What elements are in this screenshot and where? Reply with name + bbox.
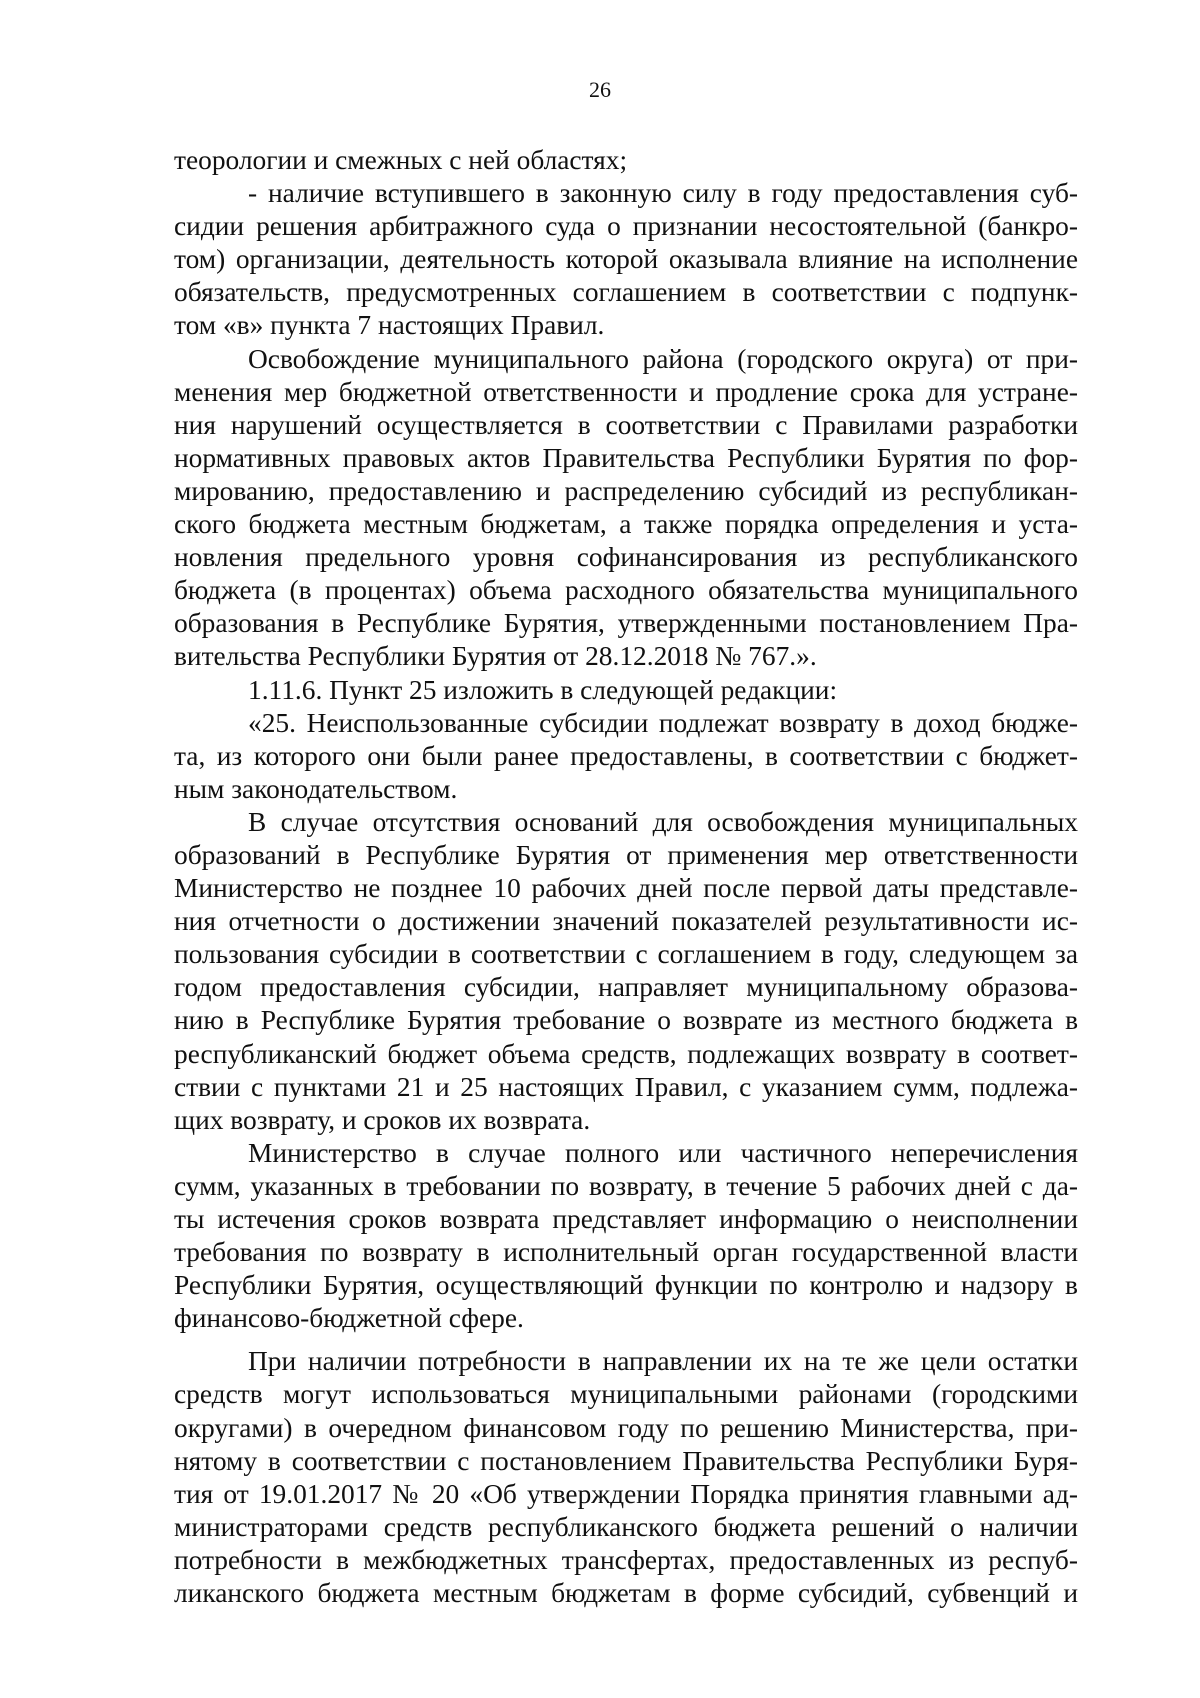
text-line: пользования субсидии в соответствии с соглашением в году, следующем за <box>174 939 1078 970</box>
text-line: Освобождение муниципального района (городского округа) от при- <box>248 343 1078 374</box>
paragraph <box>174 806 1078 1137</box>
text-line: том) организации, деятельность которой оказывала влияние на исполнение <box>174 244 1078 275</box>
text-line: нятому в соответствии с постановлением Правительства Республики Буря- <box>174 1445 1078 1476</box>
text-line: нормативных правовых актов Правительства Республики Бурятия по фор- <box>174 442 1078 473</box>
text-line: - наличие вступившего в законную силу в году предоставления суб- <box>248 178 1078 209</box>
text-line: В случае отсутствия оснований для освобождения муниципальных <box>248 806 1078 837</box>
page-number: 26 <box>589 77 611 102</box>
text-line: министраторами средств республиканского бюджета решений о наличии <box>174 1511 1078 1542</box>
document-body <box>174 144 1078 1610</box>
text-line: нию в Республике Бурятия требование о возврате из местного бюджета в <box>174 1005 1078 1036</box>
text-line: образования в Республике Бурятия, утвержденными постановлением Пра- <box>174 608 1078 639</box>
text-line: ным законодательством. <box>174 773 458 804</box>
text-line: тия от 19.01.2017 № 20 «Об утверждении Порядка принятия главными ад- <box>174 1478 1078 1509</box>
text-line: Министерство в случае полного или частичного неперечисления <box>248 1137 1078 1168</box>
text-line: теорологии и смежных с ней областях; <box>174 145 628 175</box>
paragraph <box>174 674 1078 707</box>
text-line: годом предоставления субсидии, направляет муниципальному образова- <box>174 972 1078 1003</box>
text-line: мированию, предоставлению и распределению субсидий из республикан- <box>174 475 1078 506</box>
text-line: образований в Республике Бурятия от применения мер ответственности <box>174 839 1078 870</box>
paragraph <box>174 707 1078 806</box>
text-line: том «в» пункта 7 настоящих Правил. <box>174 310 605 341</box>
text-line: республиканский бюджет объема средств, подлежащих возврату в соответ- <box>174 1038 1078 1069</box>
text-line: сидии решения арбитражного суда о признании несостоятельной (банкро- <box>174 211 1078 242</box>
text-line: сумм, указанных в требовании по возврату, в течение 5 рабочих дней с да- <box>174 1170 1078 1201</box>
paragraph <box>174 1345 1078 1610</box>
text-line: средств могут использоваться муниципальными районами (городскими <box>174 1379 1078 1410</box>
text-line: бюджета (в процентах) объема расходного обязательства муниципального <box>174 575 1078 606</box>
text-line: ты истечения сроков возврата представляет информацию о неисполнении <box>174 1204 1078 1234</box>
text-line: ликанского бюджета местным бюджетам в форме субсидий, субвенций и <box>174 1578 1078 1609</box>
text-line: 1.11.6. Пункт 25 изложить в следующей редакции: <box>248 674 838 705</box>
paragraph <box>174 177 1078 342</box>
text-line: вительства Республики Бурятия от 28.12.2018 № 767.». <box>174 641 817 672</box>
text-line: Министерство не позднее 10 рабочих дней после первой даты представле- <box>174 873 1078 904</box>
paragraph <box>174 144 1078 177</box>
text-line: округами) в очередном финансовом году по решению Министерства, при- <box>174 1412 1078 1443</box>
text-line: ствии с пунктами 21 и 25 настоящих Правил, с указанием сумм, подлежа- <box>174 1071 1078 1102</box>
text-line: та, из которого они были ранее предоставлены, в соответствии с бюджет- <box>174 740 1078 771</box>
text-line: обязательств, предусмотренных соглашением в соответствии с подпунк- <box>174 277 1078 308</box>
text-line: щих возврату, и сроков их возврата. <box>174 1104 591 1135</box>
paragraph <box>174 1137 1078 1336</box>
text-line: Республики Бурятия, осуществляющий функции по контролю и надзору в <box>174 1270 1078 1301</box>
text-line: новления предельного уровня софинансирования из республиканского <box>174 542 1078 573</box>
text-line: ского бюджета местным бюджетам, а также порядка определения и уста- <box>174 509 1078 540</box>
paragraph <box>174 343 1078 674</box>
text-line: требования по возврату в исполнительный орган государственной власти <box>174 1237 1078 1268</box>
text-line: менения мер бюджетной ответственности и продление срока для устране- <box>174 376 1078 407</box>
text-line: потребности в межбюджетных трансфертах, предоставленных из респуб- <box>174 1544 1078 1575</box>
text-line: «25. Неиспользованные субсидии подлежат возврату в доход бюдже- <box>248 707 1078 738</box>
text-line: финансово-бюджетной сфере. <box>174 1303 524 1334</box>
text-line: При наличии потребности в направлении их на те же цели остатки <box>248 1346 1078 1377</box>
text-line: ния отчетности о достижении значений показателей результативности ис- <box>174 906 1078 937</box>
text-line: ния нарушений осуществляется в соответствии с Правилами разработки <box>174 409 1078 440</box>
